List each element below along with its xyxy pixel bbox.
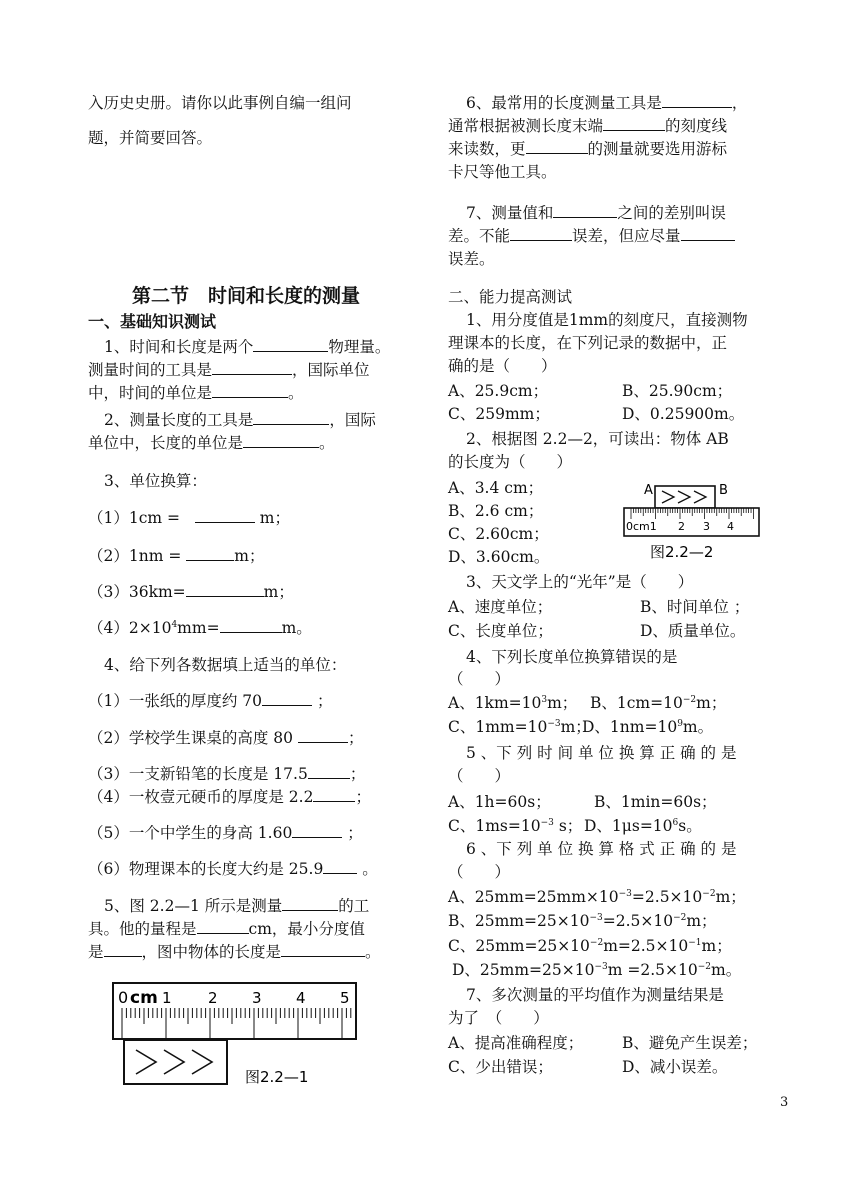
p3-line-1: 3、天文学上的“光年”是（ ） — [466, 573, 694, 591]
p6-option-b: B、$25mm=25\times 10^{-3}=2.5\times 10^{-2}m$； — [448, 912, 717, 930]
ruler-2-label-2: 2 — [678, 520, 685, 533]
ruler-2-unit: 0cm1 — [626, 520, 657, 533]
p6-option-d: D、$25mm=25\times 10^{-3}m =2.5\times 10^{-2}m$。 — [452, 961, 742, 979]
figure-2-2-2-label-a: A — [644, 483, 653, 498]
figure-2-2-2-caption: 图2.2—2 — [650, 543, 714, 561]
q1-line-2: 测量时间的工具是 ，国际单位 — [88, 361, 370, 379]
p6-line-1: 6 、下 列 单 位 换 算 格 式 正 确 的 是 — [466, 840, 737, 858]
q3-item-2: （2）1nm = m； — [88, 547, 265, 565]
q1-line-1: 1、时间和长度是两个 物理量。 — [104, 338, 391, 356]
p7-line-2: 为了 （ ） — [448, 1009, 549, 1027]
q6-line-2: 通常根据被测长度末端 的刻度线 — [448, 117, 728, 135]
p5-option-d: D、$1\mu s=10^6s$。 — [584, 817, 702, 835]
ruler-2-label-4: 4 — [727, 520, 734, 533]
p1-option-b: B、25.90cm； — [622, 382, 733, 400]
q3-title: 3、单位换算： — [104, 472, 207, 490]
object-block-1 — [124, 1040, 227, 1084]
q5-line-1: 5、图 2.2—1 所示是测量 的工 — [104, 897, 370, 915]
ruler-2-label-3: 3 — [703, 520, 710, 533]
p1-line-2: 理课本的长度，在下列记录的数据中，正 — [448, 334, 728, 352]
figure-2-2-2-label-b: B — [719, 483, 728, 498]
p4-line-1: 4、下列长度单位换算错误的是 — [466, 648, 678, 666]
p5-option-a: A、1h=60s； — [448, 793, 551, 811]
p3-option-d: D、质量单位。 — [640, 622, 746, 640]
p1-option-a: A、25.9cm； — [448, 382, 549, 400]
section-title: 第二节 时间和长度的测量 — [132, 285, 361, 307]
p5-line-1: 5 、下 列 时 间 单 位 换 算 正 确 的 是 — [466, 744, 737, 762]
q1-line-3: 中，时间的单位是 。 — [88, 384, 304, 402]
p5-option-c: C、$1ms=10^{-3}$ s； — [448, 817, 583, 835]
ruler-2 — [624, 508, 759, 536]
q4-title: 4、给下列各数据填上适当的单位： — [104, 656, 347, 674]
ruler-1-label-2: 2 — [208, 989, 218, 1007]
q6-line-3: 来读数，更 的测量就要选用游标 — [448, 140, 728, 158]
intro-line-1: 入历史史册。请你以此事例自编一组问 — [88, 94, 352, 112]
p4-option-c: C、$1mm=10^{-3}m$； — [448, 718, 591, 736]
p3-option-c: C、长度单位； — [448, 622, 553, 640]
ruler-1-label-5: 5 — [340, 989, 350, 1007]
p2-line-2: 的长度为（ ） — [448, 453, 573, 471]
p7-line-1: 7、多次测量的平均值作为测量结果是 — [466, 986, 724, 1004]
q3-item-3: （3）36km= m； — [88, 583, 294, 601]
figure-2-2-2 — [622, 479, 762, 563]
figure-2-2-1-caption: 图2.2—1 — [245, 1068, 309, 1086]
part2-title: 二、能力提高测试 — [448, 288, 573, 306]
ruler-1-label-4: 4 — [296, 989, 306, 1007]
q4-item-4: （4）一枚壹元硬币的厚度是 2.2 ； — [88, 788, 371, 806]
p7-option-d: D、减小误差。 — [622, 1058, 728, 1076]
p2-option-b: B、2.6 cm； — [448, 502, 544, 520]
ruler-1-label-1: 1 — [162, 989, 172, 1007]
q4-item-2: （2）学校学生课桌的高度 80 ； — [88, 729, 364, 747]
p6-line-2: （ ） — [448, 863, 511, 881]
p7-option-c: C、少出错误； — [448, 1058, 553, 1076]
part1-title: 一、基础知识测试 — [88, 312, 217, 331]
q2-line-1: 2、测量长度的工具是 ，国际 — [104, 411, 376, 429]
p5-line-2: （ ） — [448, 767, 511, 785]
q6-line-1: 6、最常用的长度测量工具是 ， — [466, 94, 748, 112]
p7-option-a: A、提高准确程度； — [448, 1034, 584, 1052]
q5-line-3: 是 ，图中物体的长度是 。 — [88, 943, 381, 961]
q5-line-2: 具。他的量程是 cm，最小分度值 — [88, 920, 365, 938]
p2-line-1: 2、根据图 2.2—2，可读出：物体 AB — [466, 430, 729, 448]
p2-option-a: A、3.4 cm； — [448, 479, 544, 497]
page-number: 3 — [780, 1095, 789, 1110]
p3-option-b: B、时间单位 ； — [640, 598, 750, 616]
p1-option-d: D、0.25900m。 — [622, 405, 745, 423]
figure-2-2-1 — [112, 982, 362, 1088]
p6-option-c: C、$25mm=25\times 10^{-2}m=2.5\times 10^{-1}m$； — [448, 937, 732, 955]
p5-option-b: B、1min=60s； — [594, 793, 717, 811]
q4-item-3: （3）一支新铅笔的长度是 17.5 ； — [88, 765, 366, 783]
object-block-2 — [655, 486, 715, 508]
q6-line-4: 卡尺等他工具。 — [448, 163, 557, 181]
q7-line-2: 差。不能 误差，但应尽量 — [448, 225, 735, 247]
ruler-1 — [113, 983, 356, 1039]
p3-option-a: A、速度单位； — [448, 598, 553, 616]
p4-option-d: D、$1nm=10^9m$。 — [582, 718, 714, 736]
q7-line-3: 误差。 — [448, 250, 495, 268]
p7-option-b: B、避免产生误差； — [622, 1034, 758, 1052]
ruler-1-label-0: 0 — [118, 988, 129, 1007]
q3-item-4: $(4)2\times 10^4mm= m$。 — [88, 619, 312, 637]
q4-item-1: （1）一张纸的厚度约 70 ； — [88, 692, 333, 710]
p4-option-a: A、$1km=10^3m$； — [448, 694, 578, 712]
p4-line-2: （ ） — [448, 670, 511, 688]
p1-option-c: C、259mm； — [448, 405, 550, 423]
p1-line-3: 确的是（ ） — [448, 357, 557, 375]
q4-item-6: （6）物理课本的长度大约是 25.9 。 — [88, 860, 378, 878]
p1-line-1: 1、用分度值是1mm的刻度尺，直接测物 — [466, 311, 748, 329]
ruler-1-label-3: 3 — [252, 989, 262, 1007]
p2-option-d: D、3.60cm。 — [448, 548, 550, 566]
ruler-1-unit: cm — [130, 988, 158, 1008]
q7-line-1: 7、测量值和 之间的差别叫误 — [466, 204, 726, 222]
p6-option-a: A、$25mm=25mm\times 10^{-3}=2.5\times 10^{-2}m$； — [448, 888, 746, 906]
p4-option-b: B、$1cm=10^{-2}m$； — [590, 694, 727, 712]
p2-option-c: C、2.60cm； — [448, 525, 549, 543]
q4-item-5: （5）一个中学生的身高 1.60 ； — [88, 824, 363, 842]
intro-line-2: 题，并简要回答。 — [88, 129, 213, 147]
q3-item-1: （1）1cm = m； — [88, 509, 290, 527]
q2-line-2: 单位中，长度的单位是 。 — [88, 434, 335, 452]
